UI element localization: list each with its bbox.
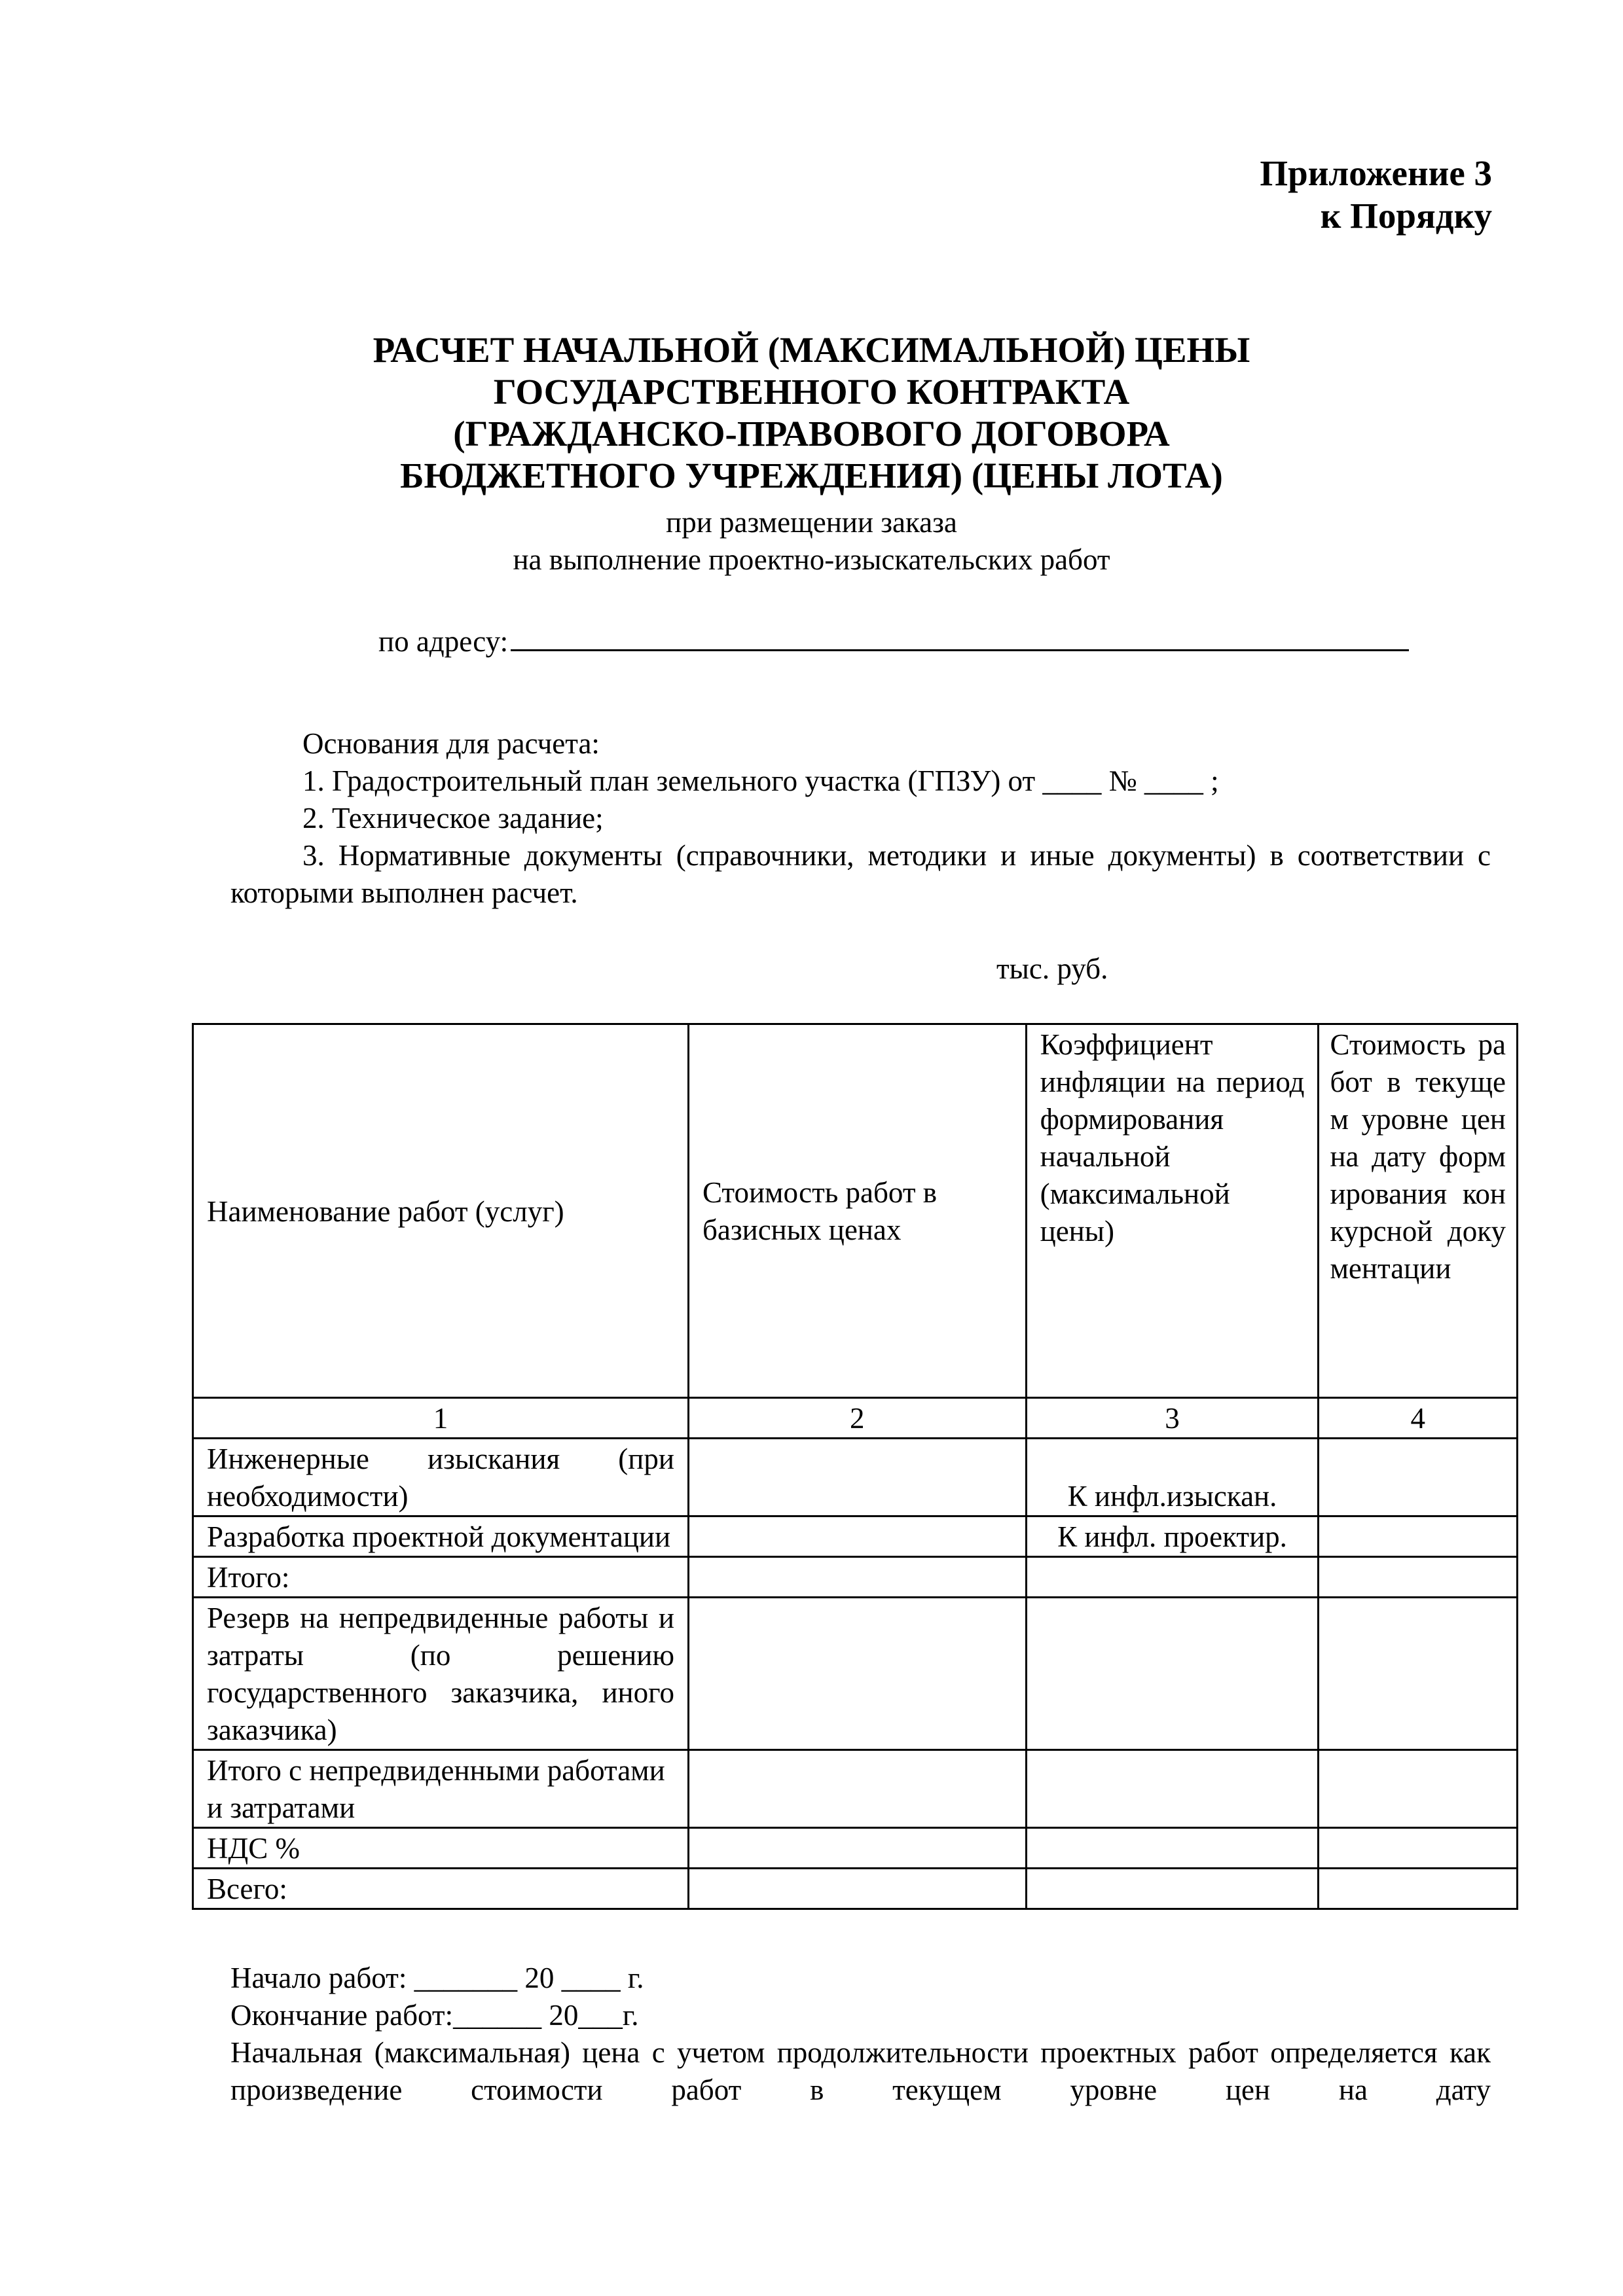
row-base-cost	[688, 1828, 1026, 1869]
row-coef	[1026, 1828, 1319, 1869]
footer-text	[230, 1960, 1491, 2109]
row-name: Инженерные изыскания (при необходимости)	[193, 1439, 689, 1516]
work-start: Начало работ: _______ 20 ____ г.	[230, 1962, 644, 1994]
title-line-4: БЮДЖЕТНОГО УЧРЕЖДЕНИЯ) (ЦЕНЫ ЛОТА)	[400, 456, 1223, 495]
column-number-2: 2	[688, 1398, 1026, 1439]
row-current-cost	[1319, 1439, 1518, 1516]
address-blank-line	[511, 618, 1409, 651]
document-title	[0, 329, 1623, 497]
appendix-order: к Порядку	[1320, 196, 1492, 236]
row-coef	[1026, 1598, 1319, 1750]
row-current-cost	[1319, 1557, 1518, 1598]
table-row	[193, 1828, 1518, 1869]
header-inflation-coef: Коэффициент инфляции на период формирования начальной (максимальной цены)	[1026, 1024, 1319, 1398]
row-coef: К инфл.изыскан.	[1026, 1439, 1319, 1516]
table-row	[193, 1598, 1518, 1750]
row-coef	[1026, 1557, 1319, 1598]
address-field	[378, 618, 1409, 660]
column-number-4: 4	[1319, 1398, 1518, 1439]
table-row	[193, 1557, 1518, 1598]
table-row	[193, 1516, 1518, 1557]
table-column-numbers	[193, 1398, 1518, 1439]
row-name: Итого:	[193, 1557, 689, 1598]
basis-item-1: 1. Градостроительный план земельного участка (ГПЗУ) от ____ № ____ ;	[302, 764, 1219, 797]
row-base-cost	[688, 1516, 1026, 1557]
table-row	[193, 1750, 1518, 1828]
row-name: НДС %	[193, 1828, 689, 1869]
document-subtitle	[0, 504, 1623, 579]
row-base-cost	[688, 1598, 1026, 1750]
row-coef	[1026, 1869, 1319, 1909]
row-coef	[1026, 1750, 1319, 1828]
title-line-3: (ГРАЖДАНСКО-ПРАВОВОГО ДОГОВОРА	[453, 414, 1170, 454]
row-base-cost	[688, 1869, 1026, 1909]
row-coef: К инфл. проектир.	[1026, 1516, 1319, 1557]
header-current-cost: Стоимость работ в текущем уровне цен на дату формирования конкурсной документации	[1319, 1024, 1518, 1398]
address-label: по адресу:	[378, 625, 509, 658]
row-base-cost	[688, 1439, 1026, 1516]
table-row	[193, 1439, 1518, 1516]
basis-heading: Основания для расчета:	[302, 727, 600, 760]
units-label: тыс. руб.	[996, 952, 1108, 985]
row-current-cost	[1319, 1828, 1518, 1869]
appendix-reference	[1260, 152, 1492, 237]
row-name: Разработка проектной документации	[193, 1516, 689, 1557]
row-base-cost	[688, 1557, 1026, 1598]
header-base-cost: Стоимость работ в базисных ценах	[688, 1024, 1026, 1398]
row-current-cost	[1319, 1516, 1518, 1557]
row-base-cost	[688, 1750, 1026, 1828]
calculation-table	[192, 1023, 1518, 1910]
price-note: Начальная (максимальная) цена с учетом продолжительности проектных работ определяется как произведение стоимости работ в текущем уровне цен на дату	[230, 2036, 1491, 2106]
row-current-cost	[1319, 1750, 1518, 1828]
title-line-1: РАСЧЕТ НАЧАЛЬНОЙ (МАКСИМАЛЬНОЙ) ЦЕНЫ	[373, 330, 1250, 370]
column-number-3: 3	[1026, 1398, 1319, 1439]
subtitle-line-2: на выполнение проектно-изыскательских работ	[513, 543, 1110, 576]
basis-item-3: 3. Нормативные документы (справочники, методики и иные документы) в соответствии с которыми выполнен расчет.	[230, 839, 1491, 909]
header-work-name: Наименование работ (услуг)	[193, 1024, 689, 1398]
row-current-cost	[1319, 1598, 1518, 1750]
appendix-number: Приложение 3	[1260, 153, 1492, 193]
basis-item-2: 2. Техническое задание;	[302, 802, 604, 834]
subtitle-line-1: при размещении заказа	[666, 506, 957, 539]
row-name: Итого с непредвиденными работами и затратами	[193, 1750, 689, 1828]
calculation-basis	[230, 725, 1491, 912]
row-name: Всего:	[193, 1869, 689, 1909]
title-line-2: ГОСУДАРСТВЕННОГО КОНТРАКТА	[493, 372, 1130, 412]
row-current-cost	[1319, 1869, 1518, 1909]
table-row	[193, 1869, 1518, 1909]
table-header-row	[193, 1024, 1518, 1398]
work-end: Окончание работ:______ 20___г.	[230, 1999, 639, 2032]
row-name: Резерв на непредвиденные работы и затраты (по решению государственного заказчика, иного заказчика)	[193, 1598, 689, 1750]
column-number-1: 1	[193, 1398, 689, 1439]
